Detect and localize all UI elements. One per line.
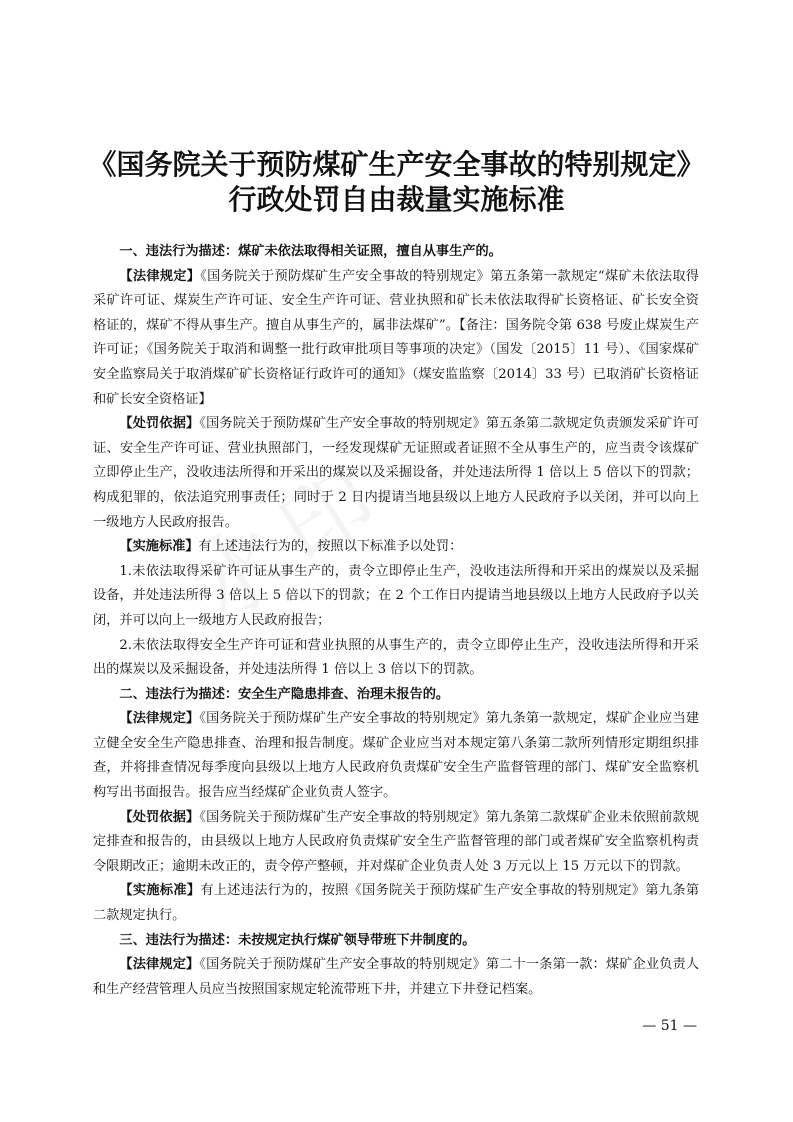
section-heading: 三、违法行为描述：未按规定执行煤矿领导带班下井制度的。 bbox=[119, 932, 476, 948]
paragraph-tag: 【实施标准】 bbox=[119, 883, 201, 899]
tagged-paragraph bbox=[93, 806, 699, 880]
section-heading: 一、违法行为描述：煤矿未依法取得相关证照，擅自从事生产的。 bbox=[119, 244, 502, 259]
paragraph-tag: 【处罚依据】 bbox=[119, 416, 200, 432]
paragraph-tag: 【实施标准】 bbox=[119, 539, 199, 555]
paragraph-text: 《国务院关于预防煤矿生产安全事故的特别规定》第五条第二款规定负责颁发采矿许可证、安全生产许可证、营业执照部门，一经发现煤矿无证照或者证照不全从事生产的，应当责令该煤矿立即停止生产，没收违法所得和开采出的煤炭以及采掘设备，并处违法所得 1 倍以上 5 倍以下的罚款；构成犯罪的，依法追究刑事责任；同时于 2 日内提请当地县级以上地方人民政府予以关闭，并可以向上一级地方人民政府报告。 bbox=[93, 416, 700, 530]
paragraph-tag: 【法律规定】 bbox=[119, 957, 200, 973]
paragraph-tag: 【法律规定】 bbox=[119, 711, 200, 727]
tagged-paragraph bbox=[93, 412, 699, 535]
body-paragraph: 2.未依法取得安全生产许可证和营业执照的从事生产的，责令立即停止生产，没收违法所得和开采出的煤炭以及采掘设备，并处违法所得 1 倍以上 3 倍以下的罚款。 bbox=[93, 637, 699, 678]
paragraph-text: 《国务院关于预防煤矿生产安全事故的特别规定》第九条第二款煤矿企业未依照前款规定排查和报告的，由县级以上地方人民政府负责煤矿安全生产监督管理的部门或者煤矿安全监察机构责令限期改正；逾期未改正的，责令停产整顿，并对煤矿企业负责人处 3 万元以上 15 万元以下的罚款。 bbox=[93, 809, 700, 874]
tagged-paragraph bbox=[93, 535, 699, 560]
paragraph-text: 《国务院关于预防煤矿生产安全事故的特别规定》第二十一条第一款：煤矿企业负责人和生产经营管理人员应当按照国家规定轮流带班下井，并建立下井登记档案。 bbox=[93, 957, 700, 997]
section-heading: 二、违法行为描述：安全生产隐患排查、治理未报告的。 bbox=[119, 686, 450, 702]
body-paragraph: 1.未依法取得采矿许可证从事生产的，责令立即停止生产，没收违法所得和开采出的煤炭以及采掘设备，并处违法所得 3 倍以上 5 倍以下的罚款；在 2 个工作日内提请当地县级以上地方人民政府予以关闭，并可以向上一级地方人民政府报告； bbox=[93, 563, 699, 628]
paragraph-tag: 【法律规定】 bbox=[119, 268, 201, 284]
paragraph-text: 《国务院关于预防煤矿生产安全事故的特别规定》第九条第一款规定，煤矿企业应当建立健全安全生产隐患排查、治理和报告制度。煤矿企业应当对本规定第八条第二款所列情形定期组织排查，并将排查情况每季度向县级以上地方人民政府负责煤矿安全生产监督管理的部门、煤矿安全监察机构写出书面报告。报告应当经煤矿企业负责人签字。 bbox=[93, 711, 700, 801]
page-title-line-1: 《国务院关于预防煤矿生产安全事故的特别规定》 bbox=[88, 148, 705, 181]
paragraph-text: 有上述违法行为的，按照以下标准予以处罚： bbox=[198, 539, 463, 555]
tagged-paragraph bbox=[93, 953, 699, 1002]
paragraph-text: 有上述违法行为的，按照《国务院关于预防煤矿生产安全事故的特别规定》第九条第二款规定执行。 bbox=[93, 883, 700, 924]
tagged-paragraph bbox=[93, 879, 699, 928]
paragraph-tag: 【处罚依据】 bbox=[119, 809, 200, 825]
tagged-paragraph bbox=[93, 707, 699, 805]
document-body bbox=[93, 240, 699, 1002]
page-title-line-2: 行政处罚自由裁量实施标准 bbox=[228, 183, 565, 216]
page-number: — 51 — bbox=[642, 1018, 697, 1034]
paragraph-text: 《国务院关于预防煤矿生产安全事故的特别规定》第五条第一款规定“煤矿未依法取得采矿许可证、煤炭生产许可证、安全生产许可证、营业执照和矿长未依法取得矿长资格证、矿长安全资格证的，煤矿不得从事生产。擅自从事生产的，属非法煤矿”。【备注：国务院令第 638 号废止煤炭生产许可证；《国务院关于取消和调整一批行政审批项目等事项的决定》（国发〔2015〕11 号）、《国家煤矿安全监察局关于取消煤矿矿长资格证行政许可的通知》（煤安监监察〔2014〕33 号）已取消矿长资格证和矿长安全资格证】 bbox=[93, 268, 700, 407]
tagged-paragraph bbox=[93, 265, 699, 413]
